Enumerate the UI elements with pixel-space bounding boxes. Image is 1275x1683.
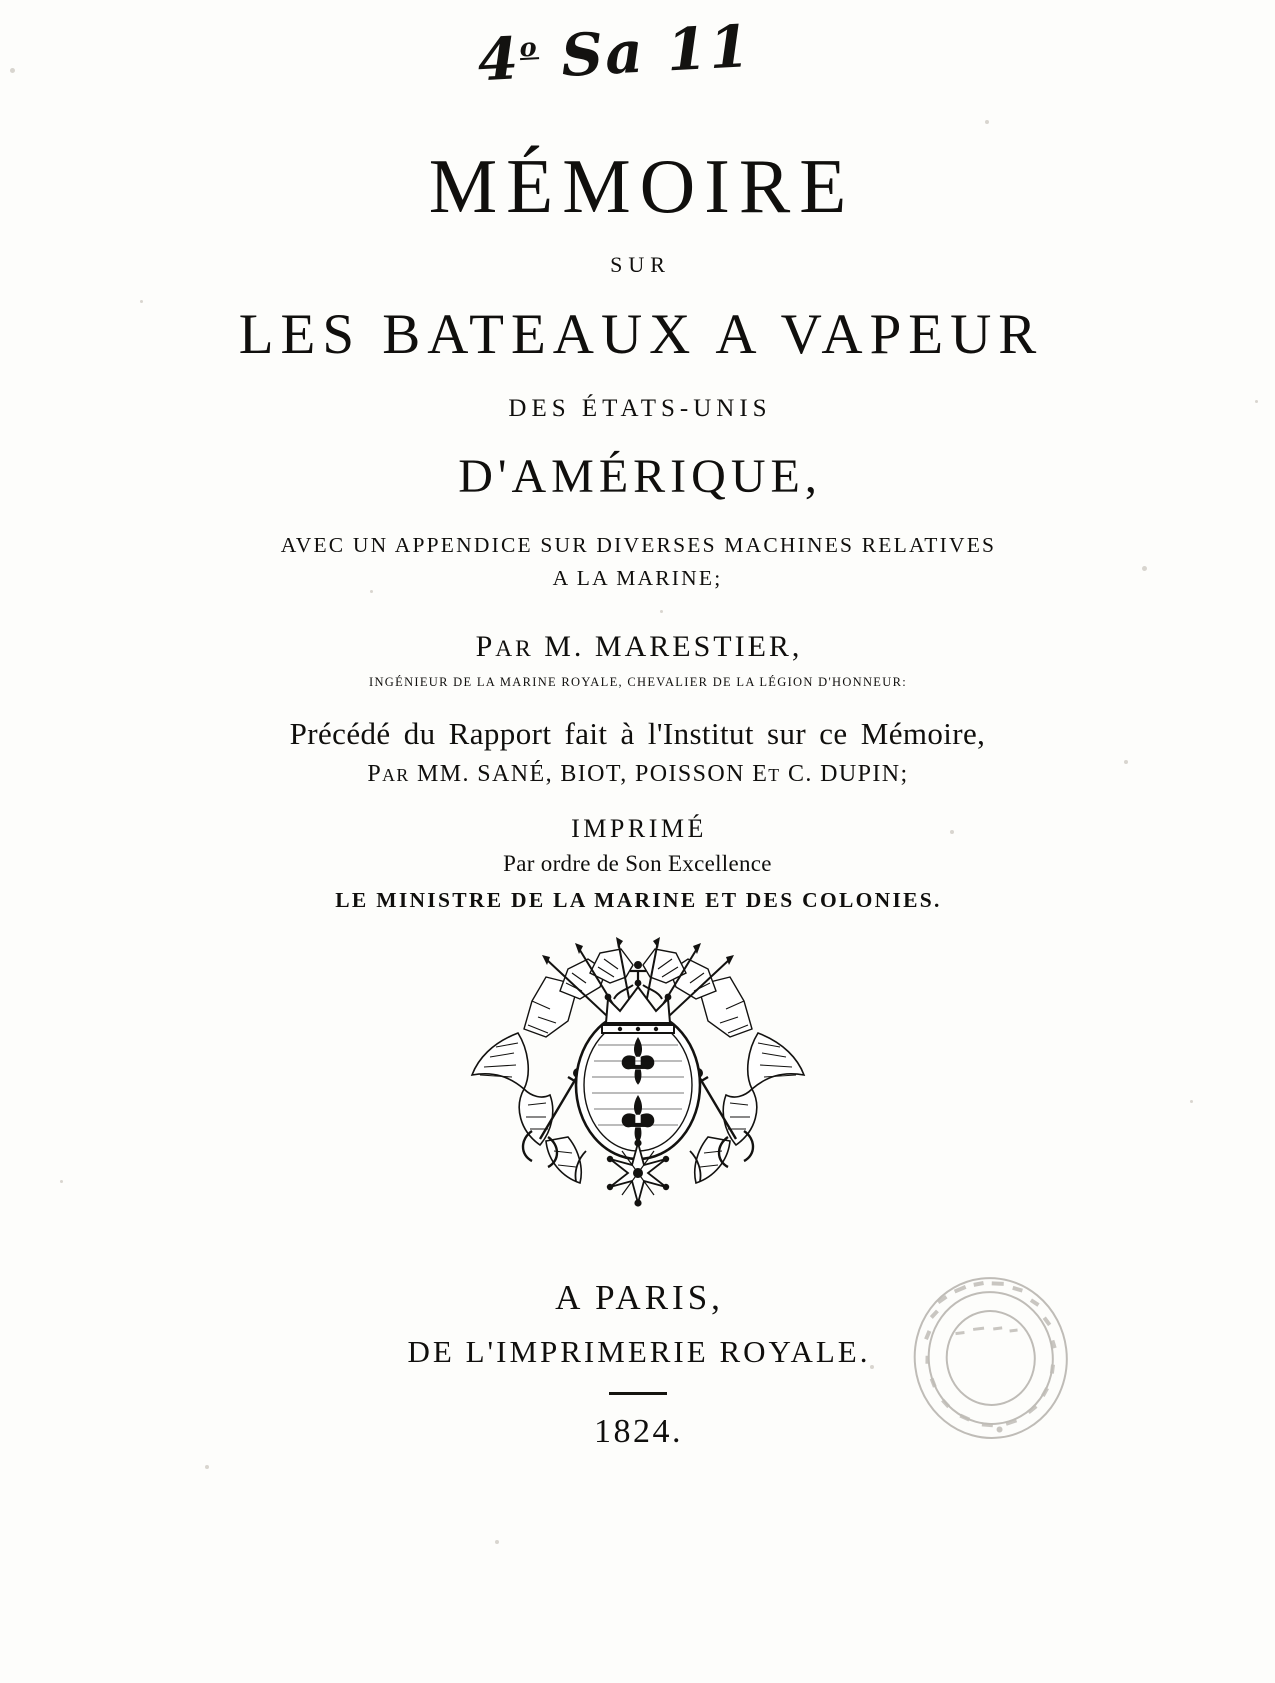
paper-speck xyxy=(985,120,989,124)
printing-by-order: Par ordre de Son Excellence xyxy=(503,850,772,876)
imprint-year: 1824. xyxy=(594,1413,683,1450)
report-reporters: MM. SANÉ, BIOT, POISSON xyxy=(417,760,745,787)
page-title: MÉMOIRE xyxy=(428,143,856,229)
report-conjunction-cap: E xyxy=(752,760,769,787)
author-credentials: INGÉNIEUR DE LA MARINE ROYALE, CHEVALIER DE LA LÉGION D'HONNEUR: xyxy=(369,674,907,689)
shelfmark-ordinal: o xyxy=(518,32,540,64)
handwritten-shelfmark xyxy=(0,0,1275,119)
title-preposition: SUR xyxy=(610,252,671,278)
appendix-line-1: AVEC UN APPENDICE SUR DIVERSES MACHINES RELATIVES xyxy=(280,533,997,558)
paper-speck xyxy=(60,1180,63,1183)
report-by-word-rest: AR xyxy=(382,764,410,785)
printing-ministry: LE MINISTRE DE LA MARINE ET DES COLONIES. xyxy=(335,887,942,912)
author-by-word-rest: AR xyxy=(495,635,534,662)
title-subject: LES BATEAUX A VAPEUR xyxy=(238,303,1044,367)
imprint-divider xyxy=(609,1392,667,1395)
paper-speck xyxy=(1190,1100,1193,1103)
title-country: D'AMÉRIQUE, xyxy=(458,450,822,504)
author-byline xyxy=(0,630,1275,664)
library-stamp xyxy=(895,1260,1088,1460)
report-authors xyxy=(0,761,1275,788)
author-name: M. MARESTIER, xyxy=(544,629,803,663)
shelfmark-code: Sa 11 xyxy=(559,12,754,90)
shelfmark-prefix: 4 xyxy=(475,24,522,95)
imprint-city: A PARIS, xyxy=(555,1278,724,1317)
title-block xyxy=(0,143,1275,913)
report-last-reporter: C. DUPIN; xyxy=(787,760,909,787)
appendix-line-2: A LA MARINE; xyxy=(552,566,723,591)
author-by-word-cap: P xyxy=(475,629,496,663)
printing-heading: IMPRIMÉ xyxy=(571,813,707,843)
report-conjunction-rest: T xyxy=(768,764,781,785)
title-of-states: DES ÉTATS-UNIS xyxy=(508,395,772,423)
paper-speck xyxy=(495,1540,499,1544)
paper-speck xyxy=(205,1465,209,1469)
report-by-word-cap: P xyxy=(367,760,383,787)
report-preceded-by: Précédé du Rapport fait à l'Institut sur ce Mémoire, xyxy=(289,715,986,751)
title-appendix xyxy=(0,529,1275,596)
imprint-press: DE L'IMPRIMERIE ROYALE. xyxy=(407,1334,871,1369)
royal-arms-vignette xyxy=(428,925,848,1235)
